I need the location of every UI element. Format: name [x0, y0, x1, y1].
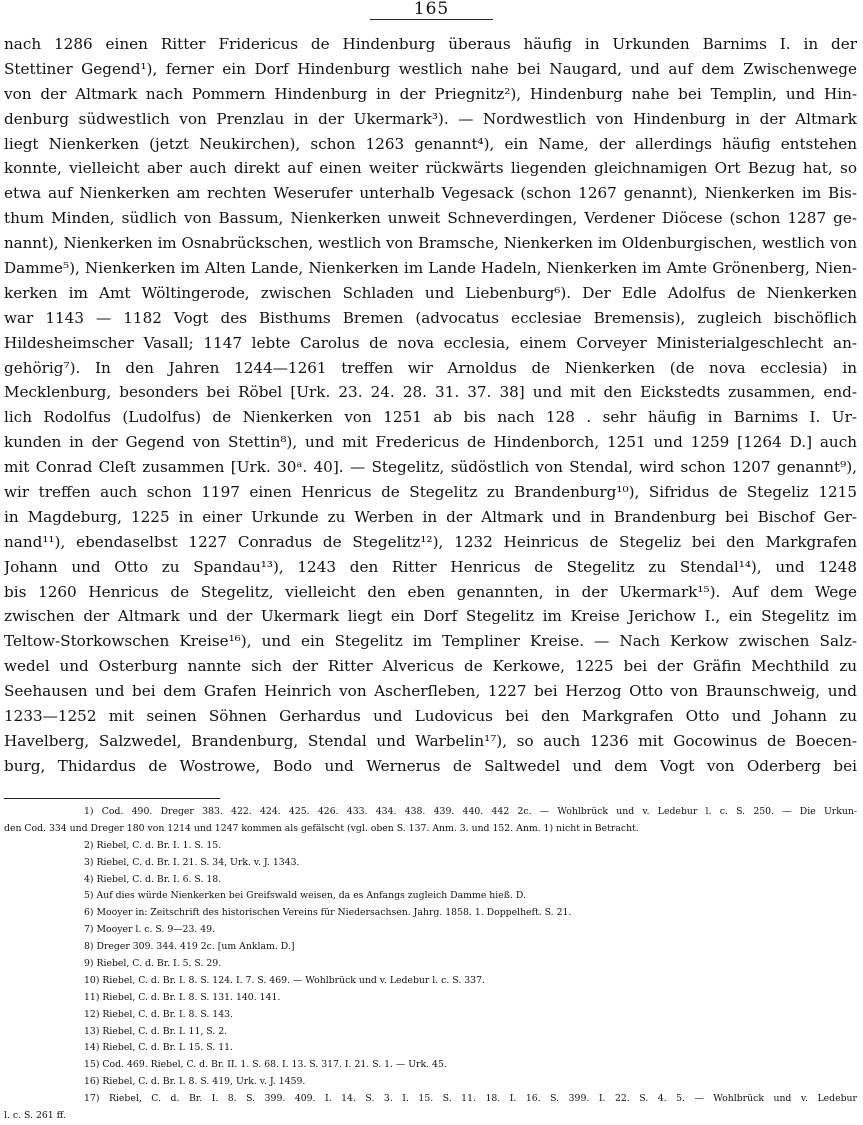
body-line: kunden in der Gegend von Stettin⁸), und mit Fredericus de Hindenborch, 1251 und 1259 [1264 D.] auch: [4, 433, 857, 452]
footnote: 7) Mooyer l. c. S. 9—23. 49.: [84, 924, 216, 936]
body-line: 1233—1252 mit seinen Söhnen Gerhardus und Ludovicus bei den Markgrafen Otto und Johann zu: [4, 707, 857, 726]
footnote: 3) Riebel, C. d. Br. I. 21. S. 34, Urk. v. J. 1343.: [84, 856, 300, 868]
footnote: 1) Cod. 490. Dreger 383. 422. 424. 425. 426. 433. 434. 438. 439. 440. 442 2c. — Wohlbrück und v. Ledebur l. c. S. 250. — Die Urkun-: [84, 806, 857, 817]
body-line: zwischen der Altmark und der Ukermark liegt ein Dorf Stegelitz im Kreise Jerichow I., ein Stegelitz im: [4, 607, 857, 626]
body-line: kerken im Amt Wöltingerode, zwischen Schladen und Liebenburg⁶). Der Edle Adolfus de Nienkerken: [4, 283, 857, 302]
body-line: Damme⁵), Nienkerken im Alten Lande, Nienkerken im Lande Hadeln, Nienkerken im Amte Grönenberg, Nien-: [4, 259, 857, 278]
footnote: 16) Riebel, C. d. Br. I. 8. S. 419, Urk. v. J. 1459.: [84, 1076, 306, 1088]
body-line: wedel und Osterburg nannte sich der Ritter Alvericus de Kerkowe, 1225 bei der Gräfin Mechthild zu: [4, 657, 857, 676]
footnote: 6) Mooyer in: Zeitschrift des historischen Vereins für Niedersachsen. Jahrg. 1858. 1. Doppelheft. S. 21.: [84, 907, 572, 919]
footnote: 2) Riebel, C. d. Br. I. 1. S. 15.: [84, 839, 222, 851]
body-line: mit Conrad Cleſt zusammen [Urk. 30ᵃ. 40]. — Stegelitz, südöstlich von Stendal, wird schon 1207 genannt⁹),: [4, 458, 857, 477]
body-line: Teltow-Storkowschen Kreise¹⁶), und ein Stegelitz im Templiner Kreise. — Nach Kerkow zwischen Salz-: [4, 632, 857, 651]
body-line: etwa auf Nienkerken am rechten Weserufer unterhalb Vegesack (schon 1267 genannt), Nienkerken im Bis-: [4, 184, 857, 203]
body-line: Seehausen und bei dem Grafen Heinrich von Ascherſleben, 1227 bei Herzog Otto von Braunschweig, und: [4, 682, 857, 701]
body-line: liegt Nienkerken (jetzt Neukirchen), schon 1263 genannt⁴), ein Name, der allerdings häufig entstehen: [4, 134, 857, 153]
footnote-continuation: l. c. S. 261 ff.: [4, 1110, 66, 1122]
header-rule: [370, 19, 493, 20]
body-line: thum Minden, südlich von Bassum, Nienkerken unweit Schneverdingen, Verdener Diöcese (schon 1287 ge-: [4, 209, 857, 228]
body-line: wir treffen auch schon 1197 einen Henricus de Stegelitz zu Brandenburg¹⁰), Sifridus de Stegeliz 1215: [4, 483, 857, 502]
body-line: Mecklenburg, besonders bei Röbel [Urk. 23. 24. 28. 31. 37. 38] und mit den Eickstedts zusammen, end-: [4, 383, 857, 402]
body-line: denburg südwestlich von Prenzlau in der Ukermark³). — Nordwestlich von Hindenburg in der Altmark: [4, 109, 857, 128]
body-line: Stettiner Gegend¹), ferner ein Dorf Hindenburg westlich nahe bei Naugard, und auf dem Zwischenwege: [4, 59, 857, 78]
footnote: 4) Riebel, C. d. Br. I. 6. S. 18.: [84, 873, 222, 885]
footnote: 5) Auf dies würde Nienkerken bei Greifswald weisen, da es Anfangs zugleich Damme hieß. D.: [84, 890, 526, 902]
body-line: lich Rodolfus (Ludolfus) de Nienkerken von 1251 ab bis nach 128 . sehr häufig in Barnims I. Ur-: [4, 408, 857, 427]
body-line: nach 1286 einen Ritter Fridericus de Hindenburg überaus häufig in Urkunden Barnims I. in der: [4, 35, 857, 53]
footnote: 15) Cod. 469. Riebel, C. d. Br. II. 1. S. 68. I. 13. S. 317. I. 21. S. 1. — Urk. 45.: [84, 1059, 447, 1071]
footnote: 12) Riebel, C. d. Br. I. 8. S. 143.: [84, 1008, 233, 1020]
body-line: Johann und Otto zu Spandau¹³), 1243 den Ritter Henricus de Stegelitz zu Stendal¹⁴), und 1248: [4, 557, 857, 576]
footnote: 9) Riebel, C. d. Br. I. 5. S. 29.: [84, 958, 222, 970]
body-line: Hildesheimscher Vasall; 1147 lebte Carolus de nova ecclesia, einem Corveyer Ministerialgeschlecht an-: [4, 333, 857, 352]
body-line: burg, Thidardus de Wostrowe, Bodo und Wernerus de Saltwedel und dem Vogt von Oderberg bei: [4, 756, 857, 775]
body-line: gehörig⁷). In den Jahren 1244—1261 treffen wir Arnoldus de Nienkerken (de nova ecclesia) in: [4, 358, 857, 377]
body-line: nannt), Nienkerken im Osnabrückschen, westlich von Bramsche, Nienkerken im Oldenburgischen, westlich von: [4, 234, 857, 253]
footnote: 14) Riebel, C. d. Br. I. 15. S. 11.: [84, 1042, 233, 1054]
footnote-continuation: den Cod. 334 und Dreger 180 von 1214 und 1247 kommen als gefälscht (vgl. oben S. 137. Anm. 3. und 152. Anm. 1) nicht in Betracht.: [4, 822, 639, 834]
body-line: nand¹¹), ebendaselbst 1227 Conradus de Stegelitz¹²), 1232 Heinricus de Stegeliz bei den Markgrafen: [4, 532, 857, 551]
footnotes: [4, 804, 857, 1125]
body-line: war 1143 — 1182 Vogt des Bisthums Bremen (advocatus ecclesiae Bremensis), zugleich bischöflich: [4, 308, 857, 327]
footnote: 13) Riebel, C. d. Br. I. 11, S. 2.: [84, 1025, 228, 1037]
body-line: in Magdeburg, 1225 in einer Urkunde zu Werben in der Altmark und in Brandenburg bei Bischof Ger-: [4, 507, 857, 526]
body-text: [4, 32, 857, 779]
body-line: von der Altmark nach Pommern Hindenburg in der Priegnitz²), Hindenburg nahe bei Templin, und Hin-: [4, 84, 857, 103]
footnote: 10) Riebel, C. d. Br. I. 8. S. 124. I. 7. S. 469. — Wohlbrück und v. Ledebur l. c. S. 337.: [84, 974, 485, 986]
footnote: 17) Riebel, C. d. Br. I. 8. S. 399. 409. I. 14. S. 3. I. 15. S. 11. 18. I. 16. S. 399. I. 22. S. 4. 5. — Wohlbrück und v. Ledebur: [84, 1093, 857, 1105]
footnote: 8) Dreger 309. 344. 419 2c. [um Anklam. D.]: [84, 941, 295, 953]
footnote: 11) Riebel, C. d. Br. I. 8. S. 131. 140. 141.: [84, 991, 281, 1003]
page-number: 165: [413, 0, 450, 19]
body-line: konnte, vielleicht aber auch direkt auf einen weiter rückwärts liegenden gleichnamigen Ort Bezug hat, so: [4, 159, 857, 178]
body-line: Havelberg, Salzwedel, Brandenburg, Stendal und Warbelin¹⁷), so auch 1236 mit Gocowinus de Boecen-: [4, 731, 857, 750]
footnote-rule: [4, 798, 220, 799]
body-line: bis 1260 Henricus de Stegelitz, vielleicht den eben genannten, in der Ukermark¹⁵). Auf dem Wege: [4, 582, 857, 601]
